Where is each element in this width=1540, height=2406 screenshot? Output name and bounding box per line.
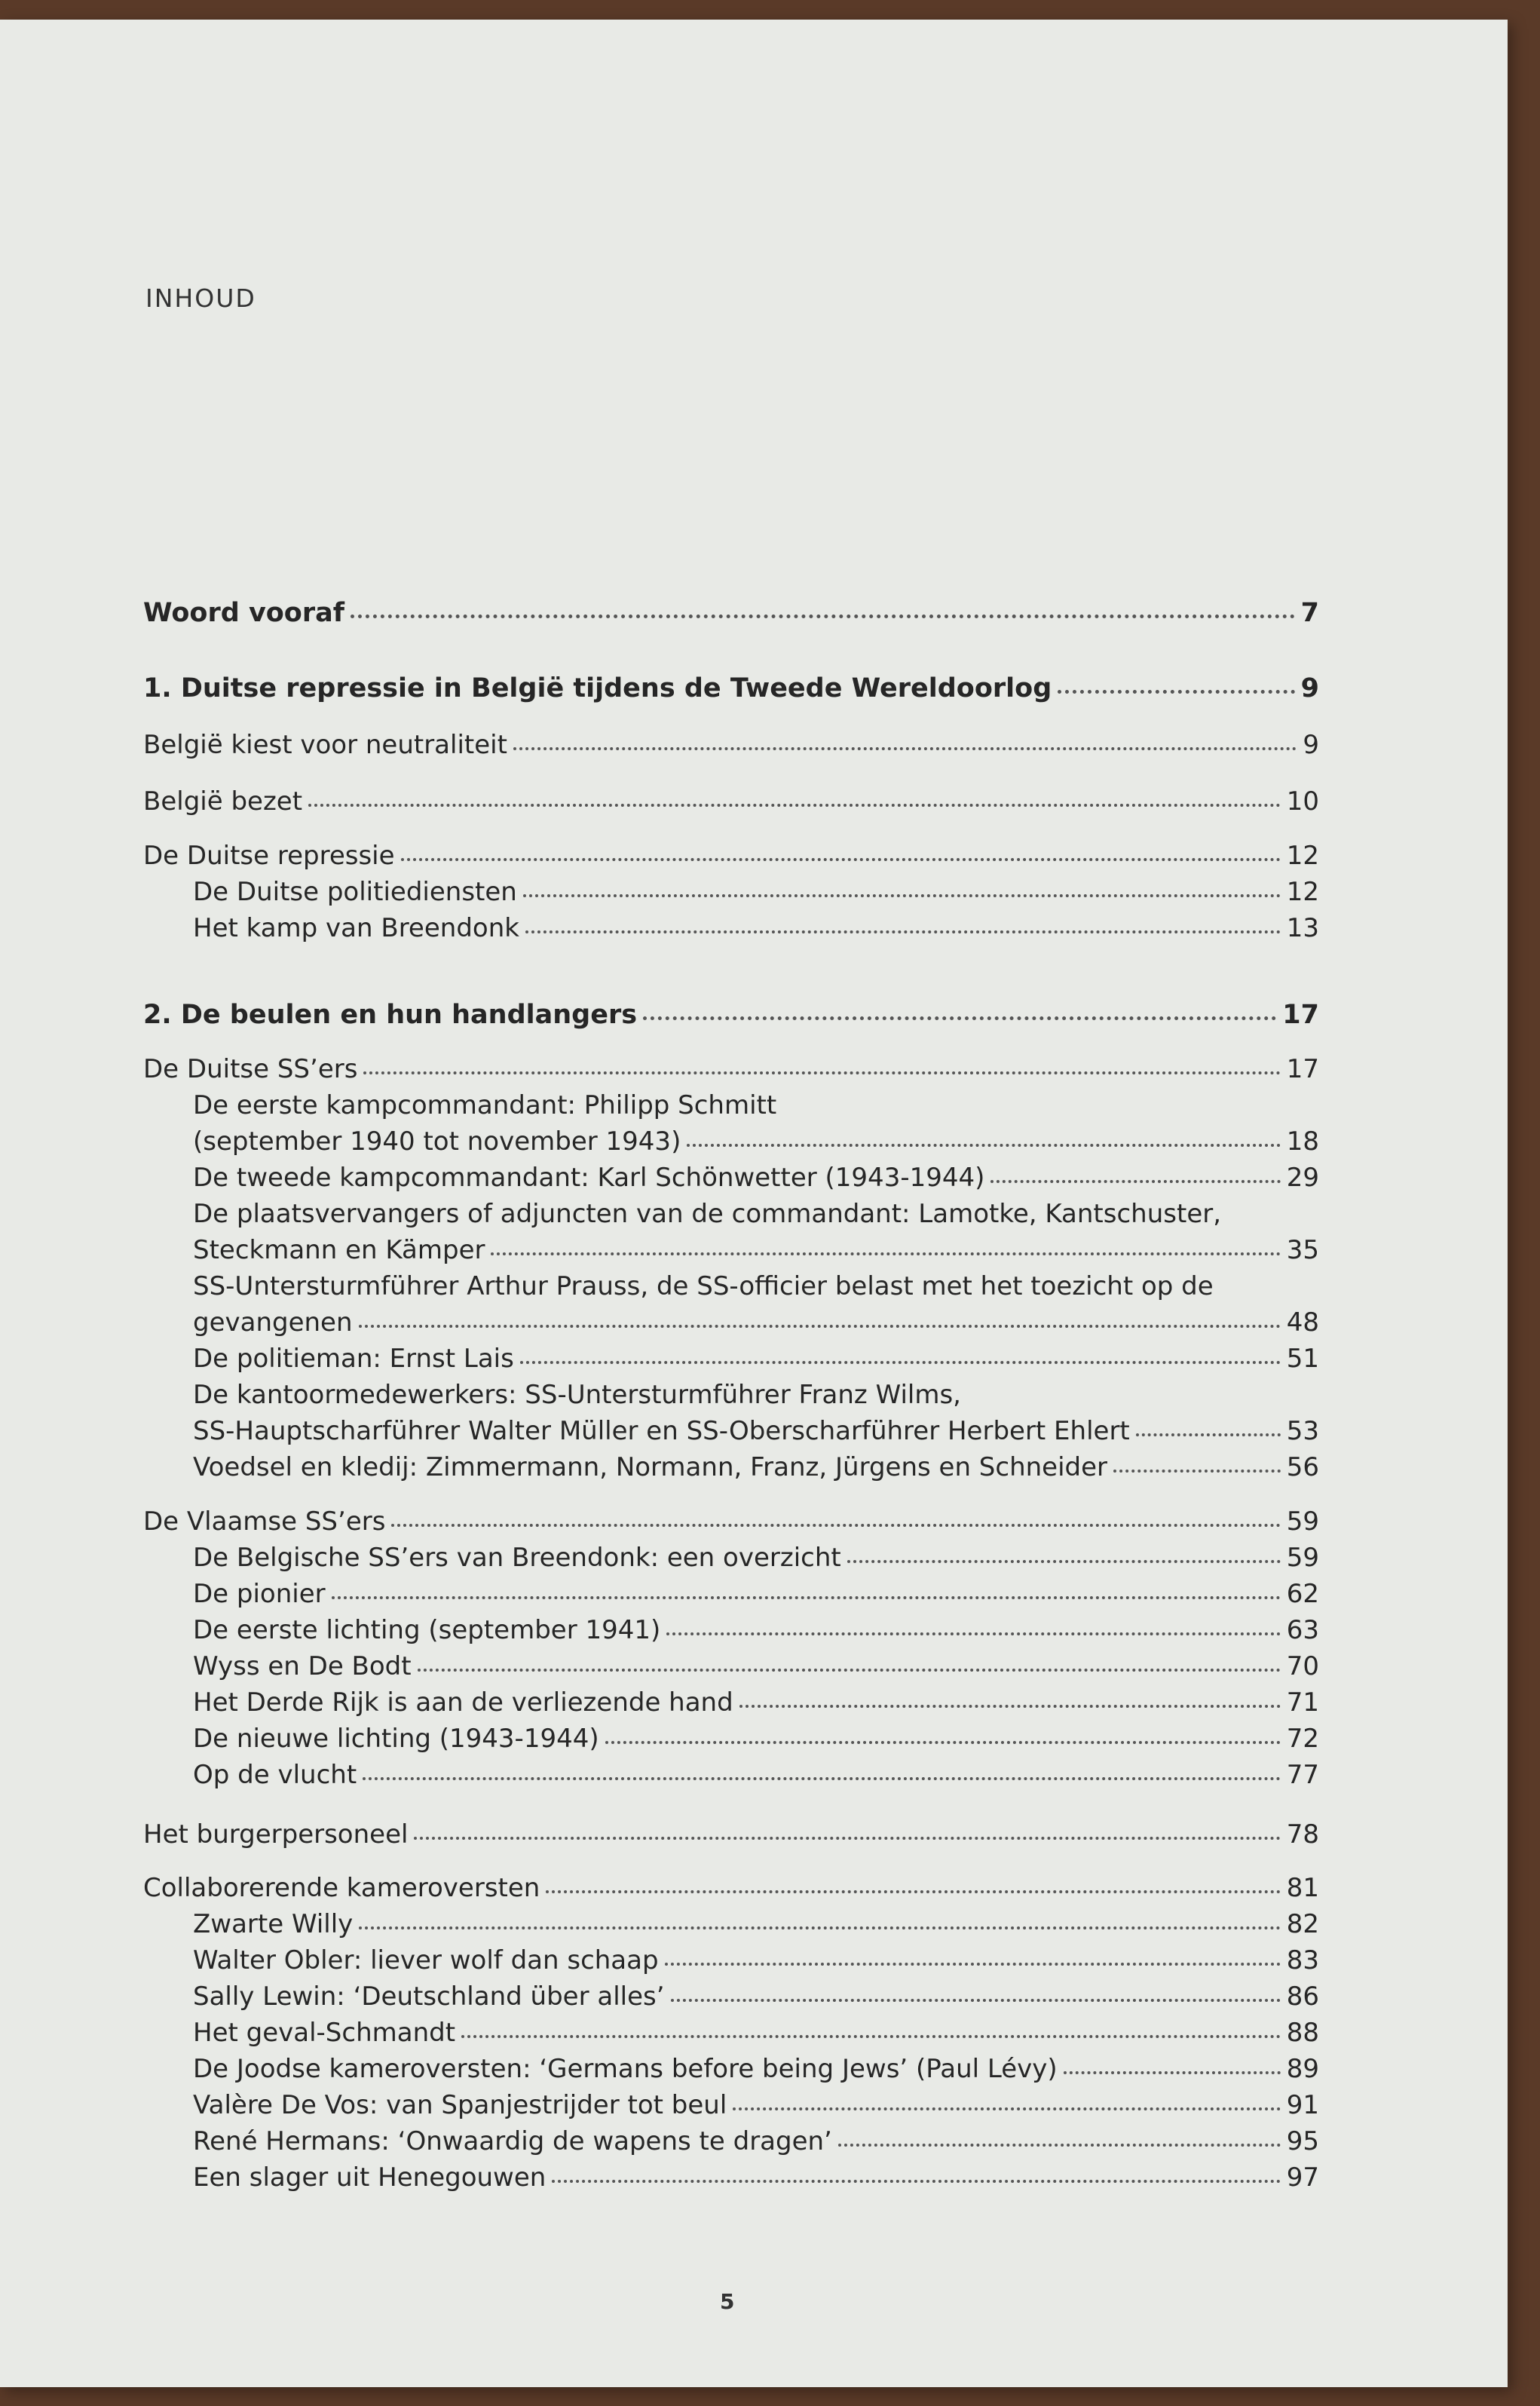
toc-entry-title: De Belgische SS’ers van Breendonk: een overzicht <box>193 1543 841 1573</box>
toc-entry-title: De nieuwe lichting (1943-1944) <box>193 1724 599 1754</box>
toc-entry-page: 97 <box>1286 2162 1319 2193</box>
toc-entry <box>143 596 1319 630</box>
toc-entry <box>193 2125 1319 2158</box>
toc-entry <box>193 1306 1319 1339</box>
toc-entry-title: België bezet <box>143 786 303 817</box>
toc-entry-page: 29 <box>1286 1163 1319 1193</box>
toc-entry-title: 2. De beulen en hun handlangers <box>143 1000 638 1030</box>
toc-entry <box>193 1908 1319 1941</box>
toc-entry-page: 89 <box>1286 2054 1319 2084</box>
toc-entry-title: De eerste kampcommandant: Philipp Schmitt <box>193 1090 777 1120</box>
toc-entry-title: Het kamp van Breendonk <box>193 913 519 943</box>
dot-leader <box>1058 690 1294 694</box>
toc-entry <box>193 1451 1319 1484</box>
toc-entry-title: Het burgerpersoneel <box>143 1819 409 1850</box>
toc-entry <box>193 1722 1319 1755</box>
toc-entry-page: 72 <box>1286 1724 1319 1754</box>
toc-entry-page: 95 <box>1286 2126 1319 2156</box>
toc-entry-page: 86 <box>1286 1982 1319 2012</box>
toc-entry-title: België kiest voor neutraliteit <box>143 730 507 760</box>
toc-entry-title: De Duitse SS’ers <box>143 1054 358 1084</box>
dot-leader <box>990 1180 1280 1183</box>
toc-entry-title: De Joodse kameroversten: ‘Germans before being Jews’ (Paul Lévy) <box>193 2054 1058 2084</box>
dot-leader <box>1064 2071 1281 2074</box>
toc-entry-title: Een slager uit Henegouwen <box>193 2162 547 2193</box>
toc-entry <box>193 1541 1319 1574</box>
dot-leader <box>847 1560 1281 1563</box>
toc-entry-page: 82 <box>1286 1909 1319 1939</box>
dot-leader <box>643 1016 1276 1020</box>
dot-leader <box>739 1705 1281 1708</box>
dot-leader <box>359 1926 1280 1929</box>
toc-entry-title: Het Derde Rijk is aan de verliezende hand <box>193 1687 733 1718</box>
toc-entry-page: 77 <box>1286 1760 1319 1790</box>
toc-entry-page: 81 <box>1286 1873 1319 1903</box>
toc-entry-title: gevangenen <box>193 1307 353 1338</box>
dot-leader <box>308 804 1281 807</box>
toc-entry-page: 88 <box>1286 2018 1319 2048</box>
toc-entry-page: 70 <box>1286 1651 1319 1681</box>
toc-entry-title: Wyss en De Bodt <box>193 1651 412 1681</box>
toc-entry <box>193 1342 1319 1375</box>
toc-entry-title: (september 1940 tot november 1943) <box>193 1126 681 1157</box>
toc-entry-title: Valère De Vos: van Spanjestrijder tot beul <box>193 2090 727 2120</box>
dot-leader <box>414 1837 1280 1840</box>
toc-entry-page: 12 <box>1286 841 1319 871</box>
toc-entry-page: 9 <box>1300 673 1319 703</box>
toc-entry <box>193 1414 1319 1448</box>
toc-entry-title: De Vlaamse SS’ers <box>143 1506 386 1537</box>
toc-entry <box>193 2052 1319 2086</box>
toc-entry <box>193 1686 1319 1719</box>
toc-entry-title: De plaatsvervangers of adjuncten van de commandant: Lamotke, Kantschuster, <box>193 1199 1222 1229</box>
dot-leader <box>520 1361 1281 1364</box>
toc-entry-page: 56 <box>1286 1452 1319 1482</box>
toc-entry-title: Woord vooraf <box>143 598 344 628</box>
toc-entry <box>193 1758 1319 1791</box>
toc-entry-page: 71 <box>1286 1687 1319 1718</box>
page-number: 5 <box>720 2289 735 2314</box>
dot-leader <box>491 1252 1280 1255</box>
toc-entry-page: 51 <box>1286 1344 1319 1374</box>
dot-leader <box>363 1071 1280 1074</box>
toc-entry <box>193 1650 1319 1683</box>
toc-entry-title: De kantoormedewerkers: SS-Untersturmführer Franz Wilms, <box>193 1380 961 1410</box>
toc-entry-page: 59 <box>1286 1506 1319 1537</box>
toc-entry <box>193 1197 1319 1231</box>
toc-entry <box>193 1980 1319 2013</box>
dot-leader <box>513 747 1297 750</box>
toc-entry <box>193 1161 1319 1194</box>
toc-entry <box>193 1270 1319 1303</box>
toc-entry-page: 35 <box>1286 1235 1319 1265</box>
toc-entry-page: 13 <box>1286 913 1319 943</box>
toc-entry-title: De Duitse politiediensten <box>193 877 517 907</box>
dot-leader <box>359 1325 1281 1328</box>
dot-leader <box>461 2035 1281 2038</box>
toc-entry <box>143 728 1319 762</box>
dot-leader <box>525 930 1281 933</box>
toc-entry-page: 18 <box>1286 1126 1319 1157</box>
toc-entry <box>193 1125 1319 1158</box>
dot-leader <box>605 1741 1281 1744</box>
toc-entry-page: 91 <box>1286 2090 1319 2120</box>
dot-leader <box>401 858 1281 861</box>
toc-entry-page: 7 <box>1300 598 1319 628</box>
toc-entry-title: Sally Lewin: ‘Deutschland über alles’ <box>193 1982 665 2012</box>
toc-entry-page: 78 <box>1286 1819 1319 1850</box>
toc-entry <box>193 1378 1319 1411</box>
toc-entry <box>143 672 1319 705</box>
toc-entry-title: Zwarte Willy <box>193 1909 354 1939</box>
toc-entry-title: SS-Hauptscharführer Walter Müller en SS-Oberscharführer Herbert Ehlert <box>193 1416 1130 1446</box>
toc-entry-page: 9 <box>1303 730 1319 760</box>
toc-entry <box>143 1505 1319 1538</box>
dot-leader <box>1136 1433 1281 1436</box>
dot-leader <box>351 615 1295 618</box>
toc-entry-page: 48 <box>1286 1307 1319 1338</box>
page-header: INHOUD <box>145 284 256 313</box>
toc-entry <box>193 1089 1319 1122</box>
toc-entry <box>143 1053 1319 1086</box>
toc-entry-page: 10 <box>1286 786 1319 817</box>
dot-leader <box>418 1669 1281 1672</box>
dot-leader <box>546 1890 1280 1893</box>
toc-entry <box>143 1818 1319 1851</box>
toc-entry-page: 12 <box>1286 877 1319 907</box>
toc-entry <box>143 785 1319 818</box>
toc-entry <box>143 998 1319 1031</box>
toc-entry-title: De politieman: Ernst Lais <box>193 1344 514 1374</box>
toc-entry <box>193 1234 1319 1267</box>
toc-entry-title: De Duitse repressie <box>143 841 395 871</box>
toc-entry-page: 17 <box>1282 1000 1319 1030</box>
toc-entry <box>143 1871 1319 1905</box>
dot-leader <box>671 1999 1281 2002</box>
toc-entry-title: Het geval-Schmandt <box>193 2018 456 2048</box>
toc-entry <box>193 2089 1319 2122</box>
toc-entry-title: Steckmann en Kämper <box>193 1235 485 1265</box>
toc-entry-page: 53 <box>1286 1416 1319 1446</box>
dot-leader <box>1113 1470 1281 1473</box>
toc-entry <box>193 1944 1319 1977</box>
toc-entry-page: 63 <box>1286 1615 1319 1645</box>
toc-entry-title: Walter Obler: liever wolf dan schaap <box>193 1945 659 1975</box>
toc-entry-title: René Hermans: ‘Onwaardig de wapens te dragen’ <box>193 2126 832 2156</box>
dot-leader <box>332 1596 1281 1599</box>
book-page <box>0 20 1508 2387</box>
toc-entry-page: 59 <box>1286 1543 1319 1573</box>
toc-entry-title: 1. Duitse repressie in België tijdens de Tweede Wereldoorlog <box>143 673 1052 703</box>
dot-leader <box>838 2144 1281 2147</box>
toc-entry-title: Collaborerende kameroversten <box>143 1873 540 1903</box>
toc-entry-title: Voedsel en kledij: Zimmermann, Normann, Franz, Jürgens en Schneider <box>193 1452 1108 1482</box>
toc-entry-title: SS-Untersturmführer Arthur Prauss, de SS-officier belast met het toezicht op de <box>193 1271 1214 1301</box>
toc-entry <box>193 912 1319 945</box>
toc-entry-title: De pionier <box>193 1579 326 1609</box>
toc-entry <box>193 2161 1319 2194</box>
toc-entry <box>193 875 1319 909</box>
dot-leader <box>666 1632 1280 1635</box>
toc-entry-page: 17 <box>1286 1054 1319 1084</box>
toc-entry <box>193 1577 1319 1611</box>
dot-leader <box>687 1144 1280 1147</box>
toc-entry-title: Op de vlucht <box>193 1760 357 1790</box>
toc-entry <box>143 839 1319 872</box>
dot-leader <box>552 2180 1280 2183</box>
toc-entry <box>193 1614 1319 1647</box>
dot-leader <box>363 1777 1281 1780</box>
dot-leader <box>733 2107 1280 2110</box>
dot-leader <box>665 1963 1281 1966</box>
toc-entry-title: De tweede kampcommandant: Karl Schönwetter (1943-1944) <box>193 1163 985 1193</box>
dot-leader <box>391 1524 1280 1527</box>
toc-entry <box>193 2016 1319 2049</box>
toc-entry-title: De eerste lichting (september 1941) <box>193 1615 661 1645</box>
toc-entry-page: 83 <box>1286 1945 1319 1975</box>
dot-leader <box>523 894 1281 897</box>
toc-entry-page: 62 <box>1286 1579 1319 1609</box>
